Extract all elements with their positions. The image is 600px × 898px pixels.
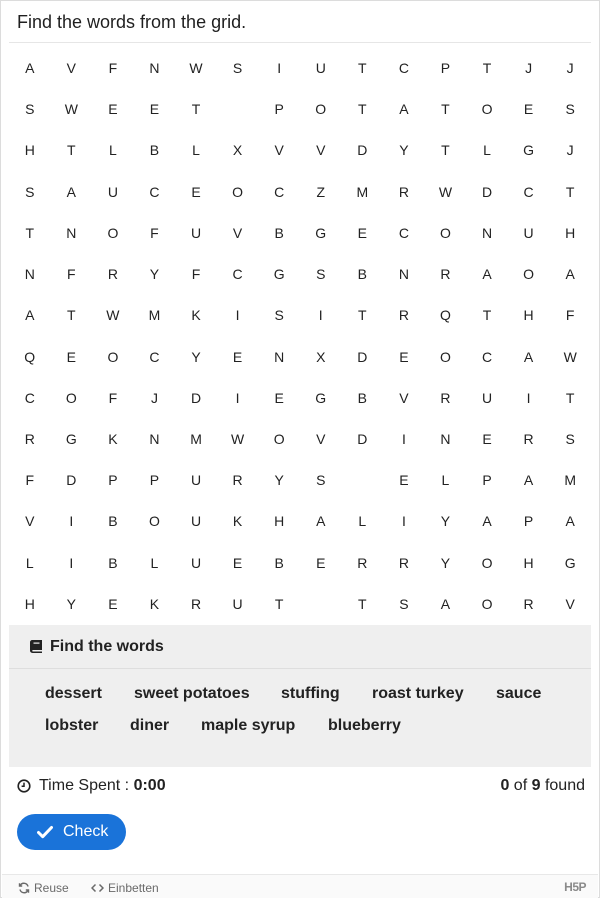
grid-cell[interactable]: D (481, 183, 493, 200)
grid-cell[interactable]: V (232, 224, 243, 241)
grid-cell[interactable]: U (232, 595, 243, 612)
word-item: diner (130, 717, 170, 734)
grid-cell[interactable]: D (357, 430, 368, 447)
grid-cell[interactable]: G (523, 142, 535, 159)
grid-cell[interactable]: L (108, 142, 117, 159)
divider (9, 42, 591, 43)
grid-cell[interactable]: L (25, 554, 34, 571)
grid-cell[interactable]: O (315, 101, 327, 118)
grid-cell[interactable]: T (482, 60, 492, 76)
grid-cell[interactable]: Q (440, 307, 451, 324)
grid-cell[interactable]: U (107, 183, 118, 200)
grid-cell[interactable]: C (523, 183, 534, 200)
grid-cell[interactable]: I (401, 430, 406, 447)
grid-cell[interactable]: E (232, 348, 243, 365)
check-icon (37, 825, 53, 839)
grid-cell[interactable]: L (192, 142, 200, 159)
found-counter (500, 777, 585, 795)
h5p-logo[interactable]: H5P (564, 880, 586, 894)
grid-cell[interactable]: B (357, 389, 367, 406)
grid-cell[interactable]: O (440, 348, 451, 365)
time-spent-label: Time Spent : (39, 777, 130, 794)
grid-cell[interactable]: F (191, 266, 201, 283)
grid-cell[interactable]: R (232, 472, 243, 489)
grid-cell[interactable]: E (399, 472, 409, 489)
footer-bar (2, 874, 598, 898)
grid-cell[interactable]: A (66, 183, 76, 200)
grid-cell[interactable]: Y (399, 142, 409, 159)
grid-cell[interactable]: R (398, 554, 409, 571)
grid-cell[interactable]: T (274, 595, 284, 612)
grid-cell[interactable]: T (565, 183, 575, 200)
grid-cell[interactable]: C (24, 389, 35, 406)
grid-cell[interactable]: V (274, 142, 284, 159)
grid-cell[interactable]: B (274, 554, 284, 571)
grid-cell[interactable]: U (481, 389, 493, 406)
grid-cell[interactable]: S (316, 266, 326, 283)
grid-cell[interactable]: R (107, 266, 118, 283)
grid-cell[interactable]: M (148, 307, 161, 324)
grid-cell[interactable]: A (399, 101, 409, 118)
grid-cell[interactable]: S (25, 183, 35, 200)
grid-cell[interactable]: F (67, 266, 76, 283)
grid-cell[interactable]: P (482, 472, 492, 489)
grid-cell[interactable]: A (482, 513, 492, 530)
grid-cell[interactable]: G (315, 224, 327, 241)
grid-cell[interactable]: C (274, 183, 285, 200)
grid-cell[interactable]: S (399, 595, 409, 612)
grid-cell[interactable]: E (357, 224, 367, 241)
grid-cell[interactable]: T (67, 307, 76, 324)
found-of: of (513, 777, 528, 794)
grid-cell[interactable]: R (523, 595, 534, 612)
word-item: blueberry (328, 717, 401, 734)
grid-cell[interactable]: I (69, 513, 74, 530)
grid-cell[interactable]: W (438, 183, 453, 200)
grid-cell[interactable]: V (66, 60, 76, 76)
grid-cell[interactable]: E (316, 554, 326, 571)
embed-label: Einbetten (108, 881, 159, 895)
grid-cell[interactable]: O (107, 224, 119, 241)
grid-cell[interactable]: E (274, 389, 284, 406)
check-button[interactable] (17, 814, 126, 850)
grid-cell[interactable]: J (566, 60, 574, 76)
grid-cell[interactable]: B (149, 142, 160, 159)
grid-cell[interactable]: S (565, 101, 575, 118)
grid-cell[interactable] (300, 584, 342, 626)
grid-cell[interactable]: R (440, 266, 451, 283)
grid-cell[interactable]: Z (316, 183, 326, 200)
grid-cell[interactable] (342, 460, 384, 502)
grid-cell[interactable]: E (232, 554, 243, 571)
grid-cell[interactable]: A (523, 472, 534, 489)
grid-cell[interactable]: F (565, 307, 575, 324)
grid-cell[interactable]: A (316, 513, 326, 530)
grid-cell[interactable]: U (190, 224, 202, 241)
grid-cell[interactable]: S (316, 472, 326, 489)
grid-cell[interactable]: A (523, 348, 534, 365)
grid-cell[interactable]: Y (149, 266, 160, 283)
grid-cell[interactable]: I (235, 307, 240, 324)
grid-cell[interactable]: C (149, 348, 160, 365)
grid-cell[interactable]: R (190, 595, 202, 612)
grid-cell[interactable]: M (564, 472, 576, 489)
book-icon (29, 640, 43, 653)
grid-cell[interactable]: J (150, 389, 158, 406)
grid-cell[interactable]: T (358, 60, 367, 76)
grid-cell[interactable]: E (108, 595, 118, 612)
grid-cell[interactable]: U (523, 224, 534, 241)
grid-cell[interactable]: C (149, 183, 160, 200)
grid-cell[interactable]: R (440, 389, 451, 406)
grid-cell[interactable]: Y (66, 595, 76, 612)
grid-cell[interactable]: F (25, 472, 35, 489)
grid-cell[interactable]: R (357, 554, 368, 571)
grid-cell[interactable]: P (523, 513, 534, 530)
grid-cell[interactable]: T (358, 595, 367, 612)
grid-cell[interactable]: V (565, 595, 575, 612)
letter-grid[interactable] (9, 48, 591, 625)
grid-cell[interactable]: A (565, 266, 575, 283)
grid-cell[interactable]: A (25, 60, 35, 76)
grid-cell[interactable]: T (358, 101, 367, 118)
grid-cell[interactable]: S (232, 60, 243, 76)
word-item: roast turkey (372, 685, 464, 702)
reuse-button[interactable] (18, 881, 69, 895)
grid-cell[interactable]: M (190, 430, 202, 447)
grid-cell[interactable]: G (564, 554, 576, 571)
grid-cell[interactable]: W (189, 60, 203, 76)
grid-cell[interactable]: E (149, 101, 160, 118)
grid-cell[interactable]: E (108, 101, 118, 118)
grid-cell[interactable]: A (482, 266, 492, 283)
code-icon (91, 883, 104, 893)
found-count: 0 (500, 777, 510, 794)
grid-cell[interactable]: D (190, 389, 202, 406)
grid-cell[interactable]: G (315, 389, 327, 406)
grid-cell[interactable]: C (232, 266, 243, 283)
word-list-header (9, 625, 591, 669)
status-bar (17, 777, 585, 797)
reuse-label: Reuse (34, 881, 69, 895)
time-spent (39, 777, 166, 795)
grid-cell[interactable]: R (398, 307, 409, 324)
grid-cell[interactable]: T (358, 307, 367, 324)
grid-cell[interactable]: F (150, 224, 159, 241)
grid-cell[interactable]: L (441, 472, 450, 489)
grid-cell[interactable]: D (357, 348, 368, 365)
word-item: maple syrup (201, 717, 296, 734)
grid-cell[interactable]: T (67, 142, 76, 159)
grid-cell[interactable]: Y (274, 472, 284, 489)
grid-cell[interactable]: O (65, 389, 77, 406)
grid-cell[interactable]: C (398, 224, 409, 241)
grid-cell[interactable]: D (357, 142, 368, 159)
grid-cell[interactable]: I (526, 389, 531, 406)
grid-cell[interactable]: P (108, 472, 118, 489)
grid-cell[interactable]: O (107, 348, 119, 365)
grid-cell[interactable]: E (482, 430, 492, 447)
grid-cell[interactable]: N (24, 266, 35, 283)
grid-cell[interactable]: K (232, 513, 243, 530)
grid-cell[interactable]: W (230, 430, 245, 447)
grid-cell[interactable]: N (149, 430, 160, 447)
grid-cell[interactable]: O (481, 595, 493, 612)
grid-cell[interactable]: O (481, 554, 493, 571)
grid-cell[interactable]: F (108, 389, 118, 406)
grid-cell[interactable]: H (24, 142, 35, 159)
grid-cell[interactable]: B (357, 266, 367, 283)
grid-cell[interactable]: W (64, 101, 78, 118)
grid-cell[interactable]: N (481, 224, 493, 241)
grid-cell[interactable]: I (69, 554, 74, 571)
grid-cell[interactable]: B (108, 513, 118, 530)
grid-cell[interactable]: O (273, 430, 285, 447)
grid-cell[interactable]: H (24, 595, 35, 612)
grid-cell[interactable] (217, 89, 259, 131)
grid-cell[interactable]: O (232, 183, 244, 200)
grid-cell[interactable]: R (24, 430, 35, 447)
grid-cell[interactable]: T (441, 142, 450, 159)
grid-cell[interactable]: H (565, 224, 576, 241)
grid-cell[interactable]: P (440, 60, 451, 76)
grid-cell[interactable]: C (398, 60, 409, 76)
grid-cell[interactable]: T (482, 307, 492, 324)
grid-cell[interactable]: P (149, 472, 160, 489)
grid-cell[interactable]: Q (24, 348, 36, 365)
grid-cell[interactable]: J (566, 142, 574, 159)
grid-cell[interactable]: P (274, 101, 284, 118)
word-list-panel (9, 625, 591, 767)
grid-cell[interactable]: L (150, 554, 159, 571)
grid-cell[interactable]: E (523, 101, 534, 118)
grid-cell[interactable]: U (315, 60, 326, 76)
grid-cell[interactable]: V (316, 430, 326, 447)
grid-cell[interactable]: I (401, 513, 406, 530)
grid-cell[interactable]: F (108, 60, 118, 76)
found-label: found (544, 777, 585, 794)
found-total: 9 (531, 777, 541, 794)
grid-cell[interactable]: K (108, 430, 118, 447)
time-spent-value: 0:00 (133, 777, 166, 794)
check-button-label: Check (63, 823, 109, 840)
grid-cell[interactable]: O (481, 101, 493, 118)
grid-cell[interactable]: X (232, 142, 243, 159)
grid-cell[interactable]: E (66, 348, 76, 365)
grid-cell[interactable]: V (25, 513, 35, 530)
grid-cell[interactable]: N (66, 224, 77, 241)
grid-cell[interactable]: T (25, 224, 35, 241)
grid-cell[interactable]: B (108, 554, 118, 571)
grid-cell[interactable]: Y (440, 513, 451, 530)
grid-cell[interactable]: V (399, 389, 409, 406)
word-item: sauce (496, 685, 542, 702)
grid-cell[interactable]: T (191, 101, 201, 118)
grid-cell[interactable]: B (274, 224, 284, 241)
grid-cell[interactable]: D (66, 472, 77, 489)
grid-cell[interactable]: O (149, 513, 160, 530)
grid-cell[interactable]: S (565, 430, 575, 447)
grid-cell[interactable]: A (565, 513, 575, 530)
grid-cell[interactable]: N (274, 348, 285, 365)
word-item: stuffing (281, 685, 340, 702)
grid-cell[interactable]: S (274, 307, 284, 324)
grid-cell[interactable]: T (565, 389, 575, 406)
grid-cell[interactable]: V (316, 142, 326, 159)
grid-cell[interactable]: N (398, 266, 409, 283)
grid-cell[interactable]: H (523, 554, 534, 571)
grid-cell[interactable]: O (440, 224, 451, 241)
reuse-icon (18, 882, 30, 894)
grid-cell[interactable]: N (149, 60, 160, 76)
grid-cell[interactable]: J (525, 60, 533, 76)
grid-cell[interactable]: R (523, 430, 534, 447)
grid-cell[interactable]: G (65, 430, 77, 447)
grid-cell[interactable]: H (523, 307, 534, 324)
grid-cell[interactable]: T (441, 101, 450, 118)
grid-cell[interactable]: U (190, 554, 202, 571)
grid-cell[interactable]: A (25, 307, 35, 324)
grid-cell[interactable]: L (483, 142, 491, 159)
grid-cell[interactable]: I (235, 389, 240, 406)
clock-icon (17, 779, 31, 793)
grid-cell[interactable]: W (106, 307, 120, 324)
grid-cell[interactable]: U (190, 513, 202, 530)
grid-cell[interactable]: C (481, 348, 493, 365)
grid-cell[interactable]: N (440, 430, 451, 447)
grid-cell[interactable]: S (25, 101, 35, 118)
grid-cell[interactable]: R (398, 183, 409, 200)
grid-cell[interactable]: O (523, 266, 535, 283)
grid-cell[interactable]: I (277, 60, 282, 76)
grid-cell[interactable]: A (440, 595, 451, 612)
grid-cell[interactable]: L (358, 513, 367, 530)
grid-cell[interactable]: Y (191, 348, 201, 365)
grid-cell[interactable]: U (190, 472, 202, 489)
word-item: sweet potatoes (134, 685, 250, 702)
grid-cell[interactable]: E (191, 183, 201, 200)
grid-cell[interactable]: I (318, 307, 323, 324)
grid-cell[interactable]: H (274, 513, 285, 530)
task-instruction: Find the words from the grid. (17, 12, 247, 32)
grid-cell[interactable]: X (316, 348, 326, 365)
grid-cell[interactable]: M (356, 183, 369, 200)
grid-cell[interactable]: W (563, 348, 577, 365)
embed-button[interactable] (91, 881, 159, 895)
grid-cell[interactable]: E (399, 348, 409, 365)
grid-cell[interactable]: Y (440, 554, 451, 571)
grid-cell[interactable]: K (149, 595, 160, 612)
grid-cell[interactable]: G (273, 266, 285, 283)
grid-cell[interactable]: K (191, 307, 201, 324)
word-item: lobster (45, 717, 99, 734)
word-list-title: Find the words (50, 637, 164, 655)
word-item: dessert (45, 685, 102, 702)
